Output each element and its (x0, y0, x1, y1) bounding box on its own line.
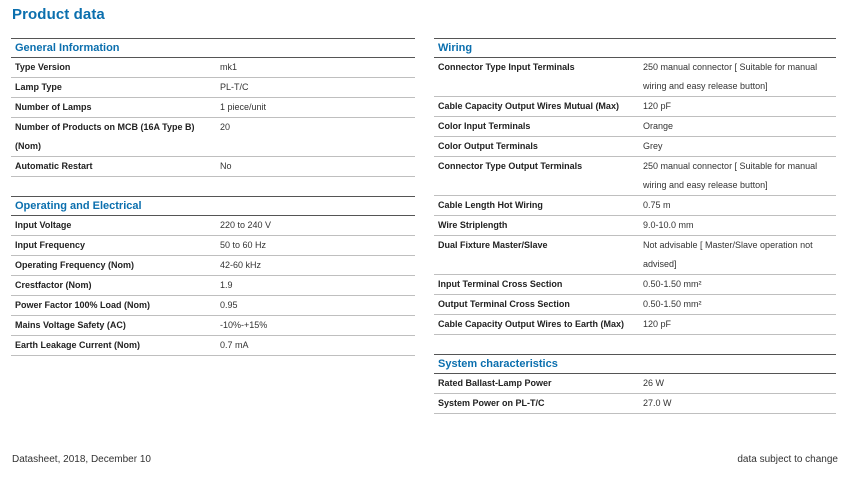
table-row (434, 295, 836, 315)
table-row (434, 216, 836, 236)
section-header: General Information (11, 38, 415, 58)
row-value: PL-T/C (220, 82, 249, 92)
row-value: -10%-+15% (220, 320, 268, 330)
row-label: System Power on PL-T/C (438, 398, 545, 408)
table-row (434, 97, 836, 117)
row-label: Color Output Terminals (438, 141, 538, 151)
table-row (434, 315, 836, 335)
row-value: Grey (643, 141, 663, 151)
table-row (11, 58, 415, 78)
table-row (434, 275, 836, 295)
table-row (434, 157, 836, 196)
section-wiring (434, 38, 836, 335)
table-row (11, 216, 415, 236)
footer-disclaimer: data subject to change (737, 454, 838, 465)
table-row (434, 394, 836, 414)
section-general-information (11, 38, 415, 177)
row-label: Input Frequency (15, 240, 86, 250)
row-value: 120 pF (643, 319, 672, 329)
table-row (434, 137, 836, 157)
row-label: Type Version (15, 62, 71, 72)
row-value: 1.9 (220, 280, 233, 290)
row-value: 0.95 (220, 300, 238, 310)
table-row (434, 58, 836, 97)
table-row (11, 296, 415, 316)
section-system-characteristics (434, 354, 836, 414)
row-label: Earth Leakage Current (Nom) (15, 340, 141, 350)
section-operating-and-electrical (11, 196, 415, 356)
table-row (11, 157, 415, 177)
table-row (11, 118, 415, 157)
row-label: Lamp Type (15, 82, 62, 92)
table-row (11, 98, 415, 118)
row-label: Automatic Restart (15, 161, 93, 171)
section-header: Operating and Electrical (11, 196, 415, 216)
row-label: Number of Lamps (15, 102, 92, 112)
row-label: Power Factor 100% Load (Nom) (15, 300, 151, 310)
row-label: Rated Ballast-Lamp Power (438, 378, 552, 388)
row-label: Color Input Terminals (438, 121, 531, 131)
row-label: Output Terminal Cross Section (438, 299, 570, 309)
section-header: System characteristics (434, 354, 836, 374)
row-value: 42-60 kHz (220, 260, 262, 270)
row-label: Input Terminal Cross Section (438, 279, 563, 289)
row-value: 250 manual connector [ Suitable for manual wiring and easy release button] (643, 62, 818, 91)
row-value: 0.50-1.50 mm² (643, 279, 702, 289)
table-row (11, 78, 415, 98)
row-value: Not advisable [ Master/Slave operation not advised] (643, 240, 813, 269)
row-value: 9.0-10.0 mm (643, 220, 694, 230)
table-row (11, 236, 415, 256)
row-label: Connector Type Input Terminals (438, 62, 575, 72)
row-label: Number of Products on MCB (16A Type B) (Nom) (15, 122, 195, 151)
row-value: 220 to 240 V (220, 220, 272, 230)
row-label: Dual Fixture Master/Slave (438, 240, 548, 250)
row-value: 20 (220, 122, 231, 132)
table-row (434, 374, 836, 394)
table-row (11, 256, 415, 276)
row-label: Cable Capacity Output Wires to Earth (Max) (438, 319, 624, 329)
row-value: Orange (643, 121, 674, 131)
row-value: mk1 (220, 62, 238, 72)
row-value: 26 W (643, 378, 665, 388)
row-label: Mains Voltage Safety (AC) (15, 320, 126, 330)
row-label: Wire Striplength (438, 220, 508, 230)
row-value: 0.50-1.50 mm² (643, 299, 702, 309)
row-label: Cable Capacity Output Wires Mutual (Max) (438, 101, 619, 111)
row-value: 27.0 W (643, 398, 672, 408)
row-value: 0.75 m (643, 200, 671, 210)
row-value: 0.7 mA (220, 340, 249, 350)
row-value: 1 piece/unit (220, 102, 267, 112)
table-row (11, 276, 415, 296)
section-header: Wiring (434, 38, 836, 58)
footer-datasheet-date: Datasheet, 2018, December 10 (12, 454, 151, 465)
row-label: Operating Frequency (Nom) (15, 260, 135, 270)
row-label: Input Voltage (15, 220, 72, 230)
left-column (11, 38, 415, 356)
row-value: 120 pF (643, 101, 672, 111)
page-title: Product data (12, 6, 105, 23)
right-column (434, 38, 836, 414)
row-label: Crestfactor (Nom) (15, 280, 92, 290)
table-row (434, 117, 836, 137)
row-label: Connector Type Output Terminals (438, 161, 583, 171)
row-value: 250 manual connector [ Suitable for manual wiring and easy release button] (643, 161, 818, 190)
table-row (434, 236, 836, 275)
row-value: No (220, 161, 232, 171)
row-label: Cable Length Hot Wiring (438, 200, 543, 210)
table-row (11, 316, 415, 336)
row-value: 50 to 60 Hz (220, 240, 267, 250)
table-row (434, 196, 836, 216)
table-row (11, 336, 415, 356)
